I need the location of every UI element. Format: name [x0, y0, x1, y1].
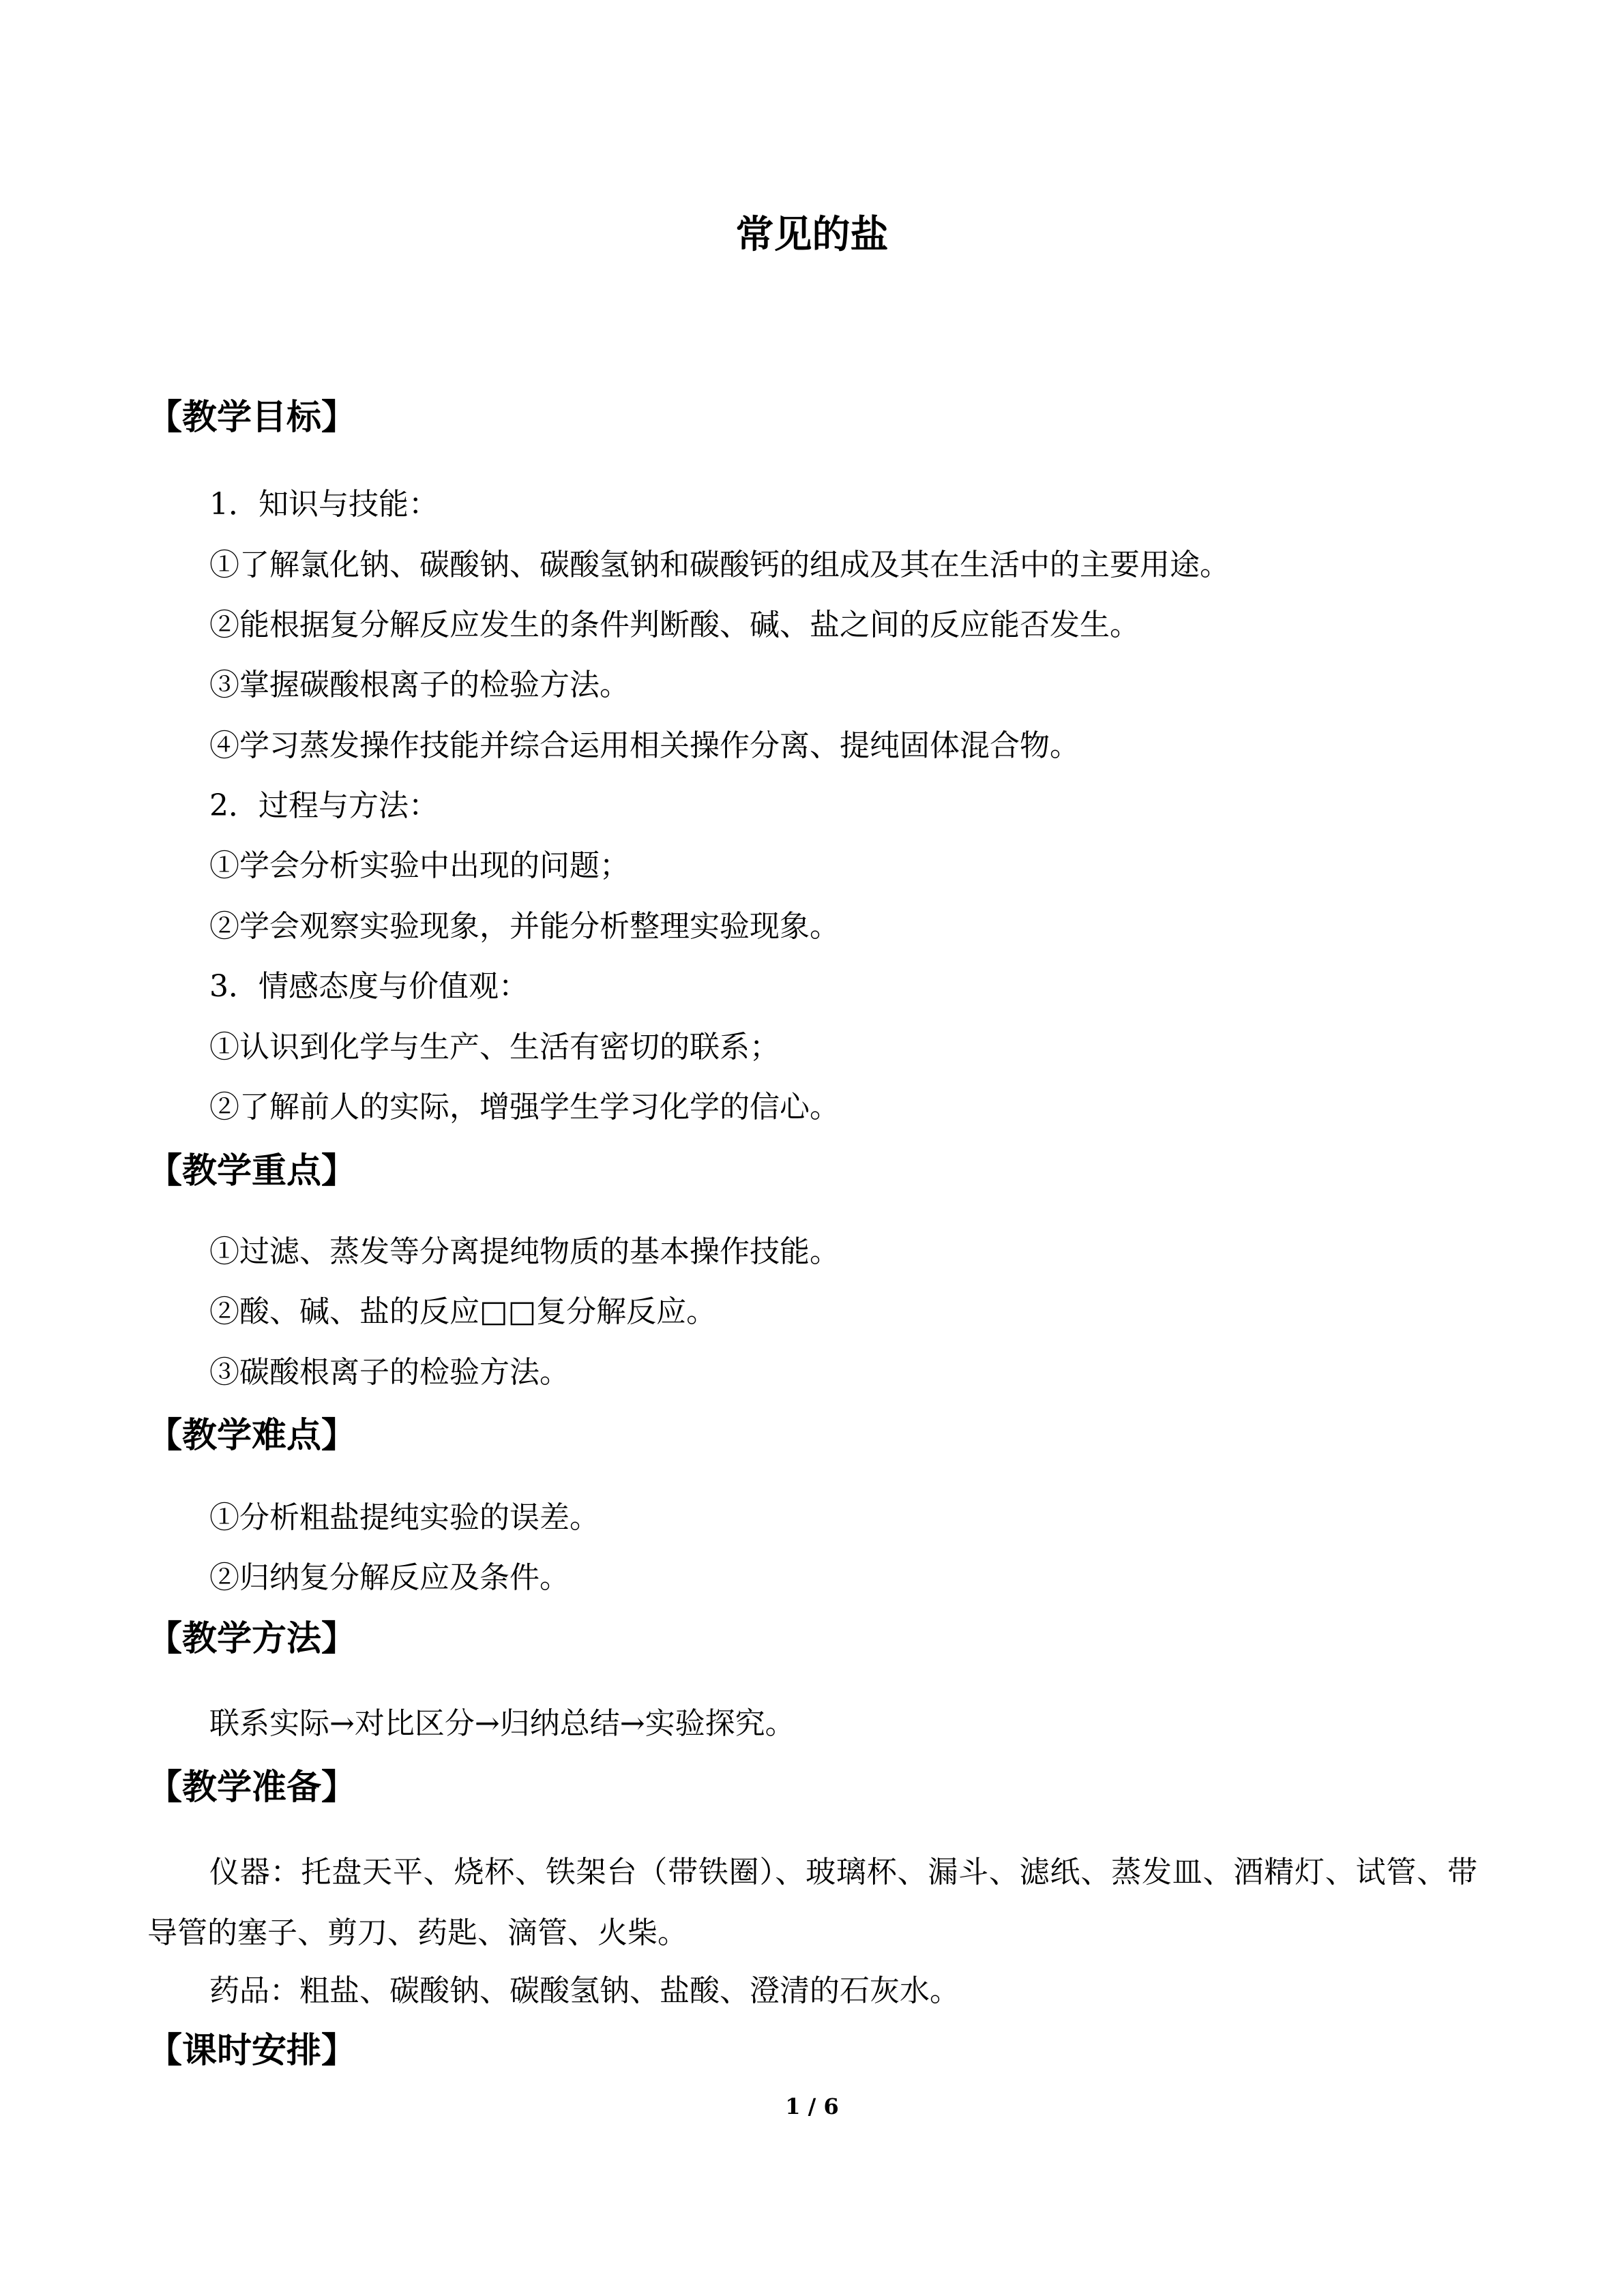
page-number: 1 / 6	[785, 2093, 839, 2119]
heading-methods: 【教学方法】	[147, 1619, 357, 1659]
instruments-paragraph: 仪器：托盘天平、烧杯、铁架台（带铁圈）、玻璃杯、漏斗、滤纸、蒸发皿、酒精灯、试管、带导管的塞子、剪刀、药匙、滴管、火柴。	[147, 1855, 1477, 1950]
objective-line: 3．情感态度与价值观：	[209, 969, 529, 1004]
difficulty-line: ①分析粗盐提纯实验的误差。	[209, 1500, 600, 1535]
heading-preparation: 【教学准备】	[147, 1768, 357, 1808]
key-point-line: ①过滤、蒸发等分离提纯物质的基本操作技能。	[209, 1234, 840, 1269]
objective-line: ③掌握碳酸根离子的检验方法。	[209, 668, 630, 702]
key-point-line: ②酸、碱、盐的反应□□复分解反应。	[209, 1294, 717, 1329]
heading-objectives: 【教学目标】	[147, 398, 357, 438]
objective-line: ①学会分析实验中出现的问题；	[209, 848, 630, 883]
reagents-line: 药品：粗盐、碳酸钠、碳酸氢钠、盐酸、澄清的石灰水。	[209, 1973, 960, 2008]
objective-line: 2．过程与方法：	[209, 788, 439, 823]
objective-line: ①了解氯化钠、碳酸钠、碳酸氢钠和碳酸钙的组成及其在生活中的主要用途。	[209, 548, 1230, 582]
objective-line: ②能根据复分解反应发生的条件判断酸、碱、盐之间的反应能否发生。	[209, 608, 1140, 642]
difficulty-line: ②归纳复分解反应及条件。	[209, 1560, 570, 1595]
document-title: 常见的盐	[735, 213, 889, 257]
key-point-line: ③碳酸根离子的检验方法。	[209, 1355, 570, 1390]
method-line: 联系实际→对比区分→归纳总结→实验探究。	[209, 1706, 795, 1741]
heading-key-points: 【教学重点】	[147, 1151, 357, 1191]
objective-line: 1．知识与技能：	[209, 487, 439, 522]
objective-line: ②学会观察实验现象，并能分析整理实验现象。	[209, 909, 840, 944]
objective-line: ①认识到化学与生产、生活有密切的联系；	[209, 1030, 780, 1064]
objective-line: ④学习蒸发操作技能并综合运用相关操作分离、提纯固体混合物。	[209, 728, 1080, 763]
heading-schedule: 【课时安排】	[147, 2031, 357, 2071]
objective-line: ②了解前人的实际，增强学生学习化学的信心。	[209, 1090, 840, 1124]
heading-difficulties: 【教学难点】	[147, 1416, 357, 1456]
